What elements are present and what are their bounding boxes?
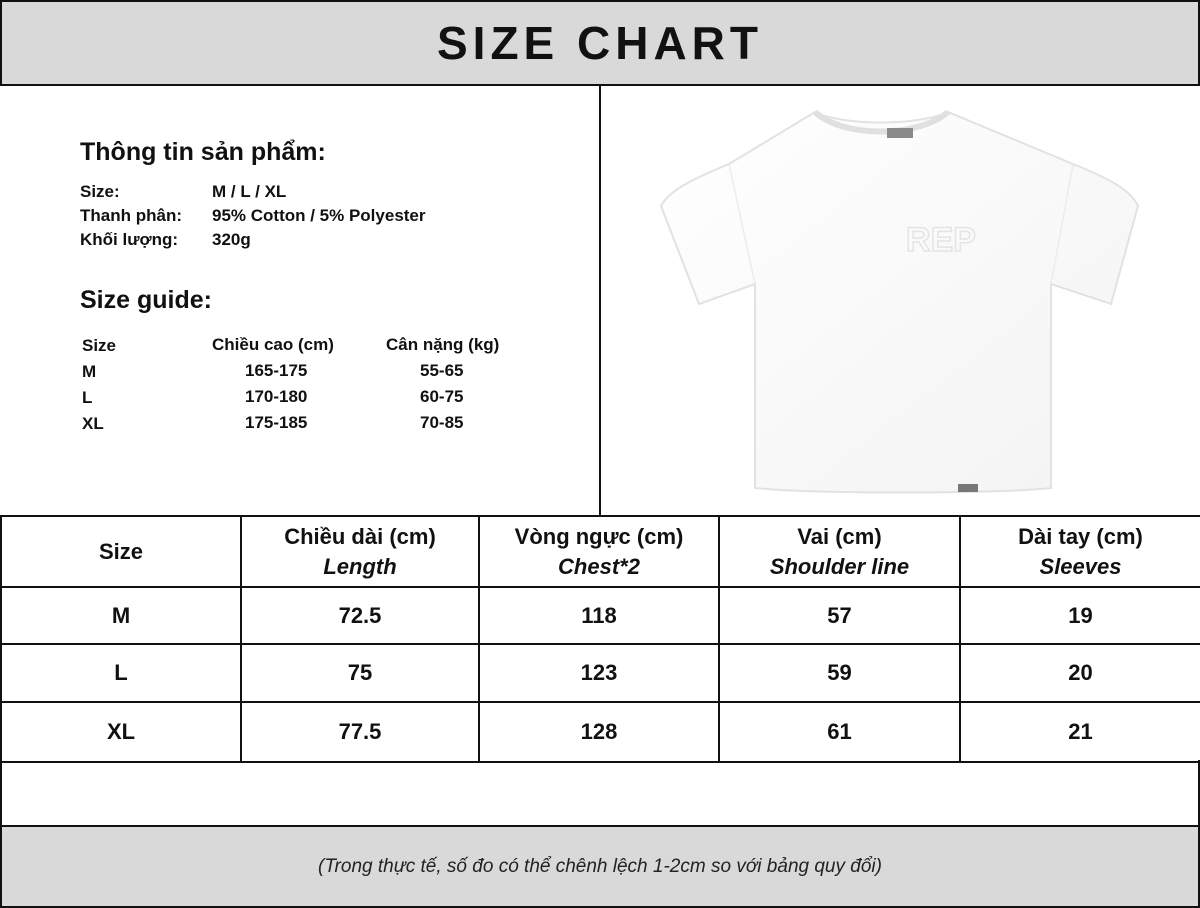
info-label: Khối lượng: [80,230,179,249]
header-main: Dài tay (cm) [1018,523,1143,549]
tshirt-body [661,112,1138,493]
page-title: SIZE CHART [437,17,763,69]
info-value: 320g [212,230,251,249]
header-main: Size [98,538,144,564]
table-header-row [1,516,1200,587]
header-sub: Length [323,553,397,579]
info-value: 95% Cotton / 5% Polyester [212,206,426,225]
table-row [1,587,1200,644]
tshirt-print-text: REP [906,221,976,259]
cell-size: L [1,644,241,702]
column-header-chest [479,516,719,587]
cell-shoulder: 59 [719,644,960,702]
info-label: Thanh phân: [80,206,182,225]
guide-height-xl: 175-185 [245,413,308,432]
guide-weight-l: 60-75 [420,387,464,406]
column-header-size [1,516,241,587]
guide-header-size: Size [82,336,117,355]
footer-band [0,825,1200,908]
header-main: Chiều dài (cm) [284,523,436,549]
info-label: Size: [80,182,120,201]
size-guide-title: Size guide: [80,286,212,314]
header-main: Vòng ngực (cm) [514,523,684,549]
cell-chest: 128 [479,702,719,762]
cell-size: M [1,587,241,644]
column-header-shoulder [719,516,960,587]
header-band [0,0,1200,86]
neck-label-tag [887,128,913,138]
info-row-size [80,182,286,202]
cell-length: 72.5 [241,587,479,644]
footer-note: (Trong thực tế, số đo có thể chênh lệch 1-2cm so với bảng quy đổi) [318,855,882,877]
guide-size-l: L [82,388,93,407]
guide-weight-xl: 70-85 [420,413,464,432]
guide-size-xl: XL [82,414,104,433]
column-header-sleeves [960,516,1200,587]
cell-sleeves: 21 [960,702,1200,762]
guide-weight-m: 55-65 [420,361,464,380]
info-row-material [80,206,426,226]
info-value: M / L / XL [212,182,287,201]
product-image-panel [603,86,1200,516]
guide-height-l: 170-180 [245,387,308,406]
guide-height-m: 165-175 [245,361,308,380]
cell-sleeves: 19 [960,587,1200,644]
cell-chest: 118 [479,587,719,644]
product-info-panel [0,86,601,516]
cell-length: 77.5 [241,702,479,762]
guide-header-height: Chiều cao (cm) [212,335,334,354]
cell-shoulder: 57 [719,587,960,644]
header-sub: Chest*2 [558,553,640,579]
table-row [1,702,1200,762]
header-main: Vai (cm) [797,523,882,549]
guide-size-m: M [82,362,97,381]
header-sub: Sleeves [1039,553,1122,579]
cell-length: 75 [241,644,479,702]
header-sub: Shoulder line [769,553,910,579]
cell-shoulder: 61 [719,702,960,762]
product-info-title: Thông tin sản phẩm: [80,138,326,166]
table-row [1,644,1200,702]
size-table [0,515,1200,763]
cell-chest: 123 [479,644,719,702]
guide-header-weight: Cân nặng (kg) [386,335,500,354]
cell-sleeves: 20 [960,644,1200,702]
spacer-row [0,760,1200,826]
column-header-length [241,516,479,587]
info-row-weight [80,230,251,250]
cell-size: XL [1,702,241,762]
tshirt-image [603,86,1200,516]
hem-label-tag [958,484,978,492]
